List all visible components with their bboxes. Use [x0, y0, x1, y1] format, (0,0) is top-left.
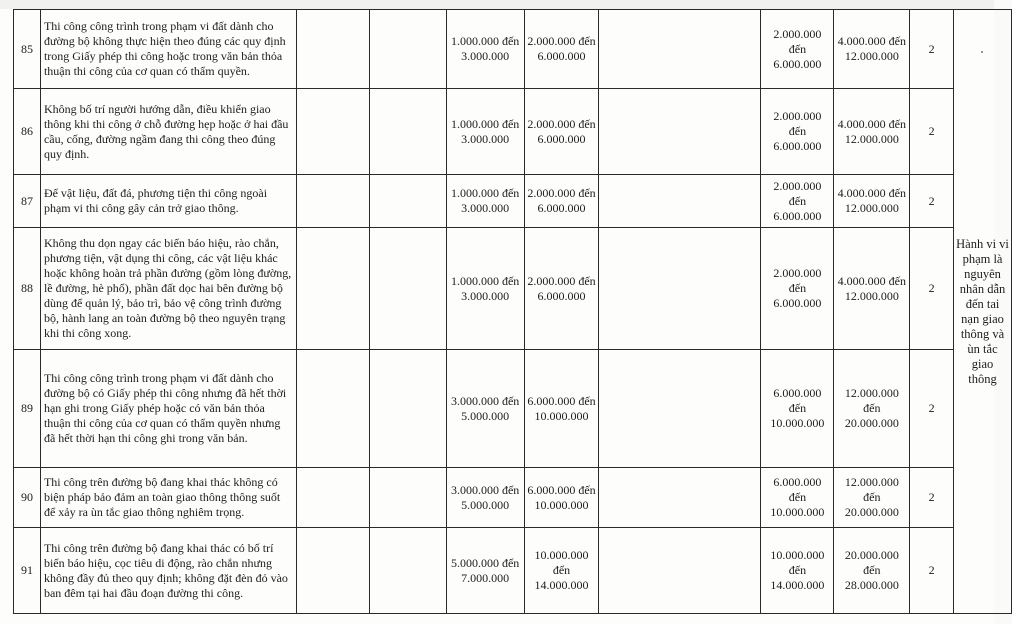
violation-description: Thi công công trình trong phạm vi đất dành cho đường bộ có Giấy phép thi công nhưng đã hết thời hạn ghi trong Giấy phép hoặc có văn bản thỏa thuận thi công của cơ quan có thẩm quyền nhưng đã hết thời hạn thi công ghi trong văn bản. [40, 350, 296, 468]
table-row [14, 528, 1012, 614]
empty-cell [296, 10, 370, 89]
violation-description: Thi công trên đường bộ đang khai thác không có biện pháp bảo đảm an toàn giao thông thông suốt để xảy ra ùn tắc giao thông nghiêm trọng. [40, 468, 296, 528]
fine-individual: 1.000.000 đến 3.000.000 [446, 89, 524, 175]
points-cell: 2 [910, 468, 954, 528]
violation-description: Thi công trên đường bộ đang khai thác có bố trí biển báo hiệu, cọc tiêu di động, rào chắn nhưng không đầy đủ theo quy định; không đặt đèn đỏ vào ban đêm tại hai đầu đoạn đường thi công. [40, 528, 296, 614]
fine-column-8: 10.000.000 đến 14.000.000 [761, 528, 834, 614]
empty-cell [599, 528, 761, 614]
fine-column-8: 2.000.000 đến 6.000.000 [761, 10, 834, 89]
fine-individual: 3.000.000 đến 5.000.000 [446, 350, 524, 468]
points-cell: 2 [910, 10, 954, 89]
empty-cell [599, 228, 761, 350]
violation-description: Thi công công trình trong phạm vi đất dành cho đường bộ không thực hiện theo đúng các quy định trong Giấy phép thi công hoặc trong văn bản thỏa thuận thi công của cơ quan có thẩm quyền. [40, 10, 296, 89]
empty-cell [370, 468, 447, 528]
empty-cell [370, 10, 447, 89]
violation-description: Không thu dọn ngay các biển báo hiệu, rào chắn, phương tiện, vật dụng thi công, các vật liệu khác hoặc không hoàn trả phần đường (gồm lòng đường, lề đường, hè phố), phần đất dọc hai bên đường bộ dùng để quản lý, bảo trì, bảo vệ công trình đường bộ, hành lang an toàn đường bộ theo nguyên trạng khi thi công xong. [40, 228, 296, 350]
scan-top-edge [0, 0, 1012, 9]
fine-individual: 5.000.000 đến 7.000.000 [446, 528, 524, 614]
fine-column-9: 4.000.000 đến 12.000.000 [834, 228, 910, 350]
fine-organization: 2.000.000 đến 6.000.000 [524, 89, 599, 175]
empty-cell [296, 528, 370, 614]
row-number: 87 [14, 175, 41, 228]
empty-cell [370, 175, 447, 228]
table-row [14, 10, 1012, 89]
fine-column-8: 2.000.000 đến 6.000.000 [761, 89, 834, 175]
table-row [14, 228, 1012, 350]
points-cell: 2 [910, 528, 954, 614]
points-cell: 2 [910, 228, 954, 350]
points-cell: 2 [910, 89, 954, 175]
points-cell: 2 [910, 175, 954, 228]
empty-cell [296, 175, 370, 228]
row-number: 89 [14, 350, 41, 468]
fine-column-9: 4.000.000 đến 12.000.000 [834, 89, 910, 175]
fine-organization: 10.000.000 đến 14.000.000 [524, 528, 599, 614]
violation-description: Để vật liệu, đất đá, phương tiện thi công ngoài phạm vi thi công gây cản trở giao thông. [40, 175, 296, 228]
violation-description: Không bố trí người hướng dẫn, điều khiển giao thông khi thi công ở chỗ đường hẹp hoặc ở hai đầu cầu, cống, đường ngầm đang thi công theo đúng quy định. [40, 89, 296, 175]
empty-cell [296, 228, 370, 350]
fine-organization: 2.000.000 đến 6.000.000 [524, 10, 599, 89]
empty-cell [599, 468, 761, 528]
fine-column-9: 20.000.000 đến 28.000.000 [834, 528, 910, 614]
table-row [14, 468, 1012, 528]
fine-organization: 2.000.000 đến 6.000.000 [524, 175, 599, 228]
fine-column-8: 2.000.000 đến 6.000.000 [761, 175, 834, 228]
fine-column-9: 12.000.000 đến 20.000.000 [834, 350, 910, 468]
row-number: 88 [14, 228, 41, 350]
empty-cell [296, 468, 370, 528]
fine-organization: 2.000.000 đến 6.000.000 [524, 228, 599, 350]
empty-cell [599, 175, 761, 228]
points-cell: 2 [910, 350, 954, 468]
fine-column-9: 4.000.000 đến 12.000.000 [834, 175, 910, 228]
row-number: 91 [14, 528, 41, 614]
empty-cell [370, 350, 447, 468]
empty-cell [370, 528, 447, 614]
empty-cell [296, 350, 370, 468]
merged-note-cell: Hành vi vi phạm là nguyên nhân dẫn đến tai nạn giao thông và ùn tắc giao thông [954, 10, 1012, 614]
fine-column-9: 4.000.000 đến 12.000.000 [834, 10, 910, 89]
scan-speck [981, 51, 983, 53]
empty-cell [370, 228, 447, 350]
fine-individual: 1.000.000 đến 3.000.000 [446, 10, 524, 89]
table-row [14, 350, 1012, 468]
row-number: 85 [14, 10, 41, 89]
fine-column-8: 2.000.000 đến 6.000.000 [761, 228, 834, 350]
table-row [14, 89, 1012, 175]
row-number: 90 [14, 468, 41, 528]
table-row [14, 175, 1012, 228]
fine-column-8: 6.000.000 đến 10.000.000 [761, 468, 834, 528]
fine-column-9: 12.000.000 đến 20.000.000 [834, 468, 910, 528]
fine-individual: 1.000.000 đến 3.000.000 [446, 228, 524, 350]
empty-cell [599, 89, 761, 175]
fine-column-8: 6.000.000 đến 10.000.000 [761, 350, 834, 468]
empty-cell [296, 89, 370, 175]
violations-table [13, 9, 1012, 614]
empty-cell [599, 10, 761, 89]
fine-individual: 3.000.000 đến 5.000.000 [446, 468, 524, 528]
fine-organization: 6.000.000 đến 10.000.000 [524, 350, 599, 468]
fine-organization: 6.000.000 đến 10.000.000 [524, 468, 599, 528]
empty-cell [599, 350, 761, 468]
empty-cell [370, 89, 447, 175]
row-number: 86 [14, 89, 41, 175]
fine-individual: 1.000.000 đến 3.000.000 [446, 175, 524, 228]
